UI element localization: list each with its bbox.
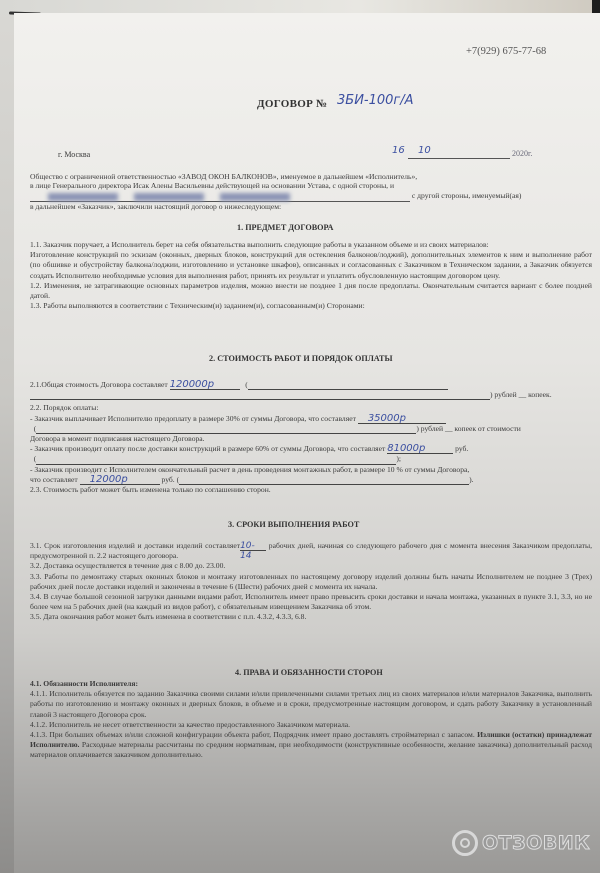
prepay-line-3: Договора в момент подписания настоящего Договора. xyxy=(30,434,205,444)
clause-3-1-a: 3.1. Срок изготовления изделий и доставки изделий составляет xyxy=(30,541,241,550)
otzovik-power-icon xyxy=(452,830,478,856)
clause-2-1: 2.1.Общая стоимость Договора составляет 120000р ( xyxy=(30,380,592,390)
otzovik-watermark xyxy=(452,830,590,856)
clause-3-3: 3.3. Работы по демонтажу старых оконных блоков и монтажу изготовленных по настоящему договору изделий должны быть начаты Исполнителем не позднее 3 (Трех) рабочих дней после доставки изделий и закончены в течение 6 (Шести) рабочих дней с момента их начала. xyxy=(30,571,592,591)
clause-3-1 xyxy=(30,541,592,561)
days-field xyxy=(240,541,266,562)
rub-kop: ) рублей __ копеек. xyxy=(490,390,552,400)
redacted-name xyxy=(220,193,290,201)
section-2-heading: 2. СТОИМОСТЬ РАБОТ И ПОРЯДОК ОПЛАТЫ xyxy=(209,354,393,363)
section-1 xyxy=(30,240,592,311)
clause-4-1-3-bold: Излишки (остатки) принадлежат Исполнителю. xyxy=(30,730,593,750)
section-3 xyxy=(30,541,592,623)
date-underline xyxy=(408,158,510,159)
final-words-field xyxy=(179,475,469,485)
final-rub: руб. ( xyxy=(161,474,180,484)
total-field xyxy=(170,380,240,390)
section-4 xyxy=(30,679,592,761)
preamble xyxy=(30,172,592,213)
section-3-heading: 3. СРОКИ ВЫПОЛНЕНИЯ РАБОТ xyxy=(228,520,360,529)
date-year: 2020г. xyxy=(512,149,533,158)
clause-1-3: 1.3. Работы выполняются в соответствии с Техническим(и) заданием(и), согласованным(и) Сторонами: xyxy=(30,301,365,311)
prepay-words-field xyxy=(36,424,416,434)
section-2 xyxy=(30,380,592,495)
clause-4-1-2: 4.1.2. Исполнитель не несет ответственности за качество предоставленного Заказчиком материала. xyxy=(30,719,351,729)
watermark-text: ОТЗОВИК xyxy=(482,832,591,854)
redacted-name xyxy=(134,193,204,201)
clause-1-1-body: Изготовление конструкций по эскизам (оконных, дверных блоков, конструкций для остекления балконов/лоджий), дополнительных элементов к ним и выполнение работ (по обшивке и обустройству балкона/лоджии, изготовлению и установке шкафов), описанных и согласованных с Заказчиком в Техническом задании, а Заказчик обязуется создать Исполнителю необходимые условия для выполнения работ, принять их результат и уплатить обусловленную настоящим договором цену. xyxy=(30,250,592,280)
final-handwritten: 12000р xyxy=(89,474,128,486)
clause-4-1-3 xyxy=(30,730,592,761)
final-prefix: что составляет xyxy=(30,474,78,484)
clause-3-1-b: рабочих дней, начиная со следующего рабочего дня с момента внесения Заказчиком предоплаты, предусмотренной п. 2.2 настоящего договора. xyxy=(30,541,592,561)
prepay-tail: ) рублей __ копеек от стоимости xyxy=(416,423,521,433)
document-title: ДОГОВОР № xyxy=(257,98,328,110)
delivery-line xyxy=(30,444,592,454)
prepay-handwritten: 35000р xyxy=(367,412,406,424)
redacted-name xyxy=(48,193,118,201)
preamble-line-1: Общество с ограниченной ответственностью «ЗАВОД ОКОН БАЛКОНОВ», именуемое в дальнейшем «Исполнитель», xyxy=(30,172,418,181)
delivery-handwritten: 81000р xyxy=(387,443,426,455)
delivery-line-2: ( ); xyxy=(30,454,401,464)
clause-1-2: 1.2. Изменения, не затрагивающие основных параметров изделия, можно внести не позднее 1 дня после предоплаты. Окончательным считается вариант с более поздней датой. xyxy=(30,280,592,301)
clause-3-4: 3.4. В случае большой сезонной загрузки данными видами работ, Исполнитель имеет право превысить сроки доставки и начала монтажа, указанных в пункте 3.1, 3.3, но не более чем на 5 рабочих дней (на каждый из видов работ), с обязательным извещением Заказчика об этом. xyxy=(30,592,592,612)
final-line-2: что составляет 12000р руб. ( ). xyxy=(30,474,474,486)
delivery-words-field xyxy=(36,455,396,465)
delivery-field xyxy=(387,444,453,454)
clause-4-1-1: 4.1.1. Исполнитель обязуется по заданию Заказчика своими силами и/или привлеченными силами третьих лиц из своих материалов и/или материалов Заказчика, выполнить работы по изготовлению и монтажу оконных и дверных блоков, в объеме и в сроки, предусмотренные настоящим договором, и сдать работу Заказчику в установленный главой 3 настоящего Договора срок. xyxy=(30,689,592,719)
date-month-handwritten: 10 xyxy=(418,145,431,156)
preamble-line-4: в дальнейшем «Заказчик», заключили настоящий договор о нижеследующем: xyxy=(30,202,282,212)
contract-number-handwritten: 3БИ-100г/А xyxy=(337,93,414,108)
clause-3-2: 3.2. Доставка осуществляется в течение дня с 8.00 до. 23.00. xyxy=(30,561,226,571)
city: г. Москва xyxy=(58,150,91,159)
clause-4-1-3-b: Расходные материалы рассчитаны по средним нормативам, при необходимости (конструктивные особенности, желание заказчика) дополнительный расход материалов оплачивается заказчиком дополнительно. xyxy=(30,740,592,760)
date-day-handwritten: 16 xyxy=(392,145,405,156)
section-1-heading: 1. ПРЕДМЕТ ДОГОВОРА xyxy=(237,223,334,232)
section-4-heading: 4. ПРАВА И ОБЯЗАННОСТИ СТОРОН xyxy=(235,668,383,677)
prepay-line-2: ( ) рублей __ копеек от стоимости xyxy=(30,423,521,433)
final-line: - Заказчик производит с Исполнителем окончательный расчет в день проведения монтажных работ, в размере 10 % от суммы Договора, xyxy=(30,464,470,474)
phone-number: +7(929) 675-77-68 xyxy=(466,46,547,57)
total-handwritten: 120000р xyxy=(169,379,215,391)
preamble-line-2: в лице Генерального директора Исак Алены Васильевны действующей на основании Устава, с одной стороны, и xyxy=(30,181,395,191)
final-field xyxy=(80,475,160,485)
clause-4-1-heading: 4.1. Обязанности Исполнителя: xyxy=(30,679,139,688)
clause-2-1-label: 2.1.Общая стоимость Договора составляет xyxy=(30,380,168,389)
underlying-sheet-edge xyxy=(0,0,600,14)
total-words-field-2 xyxy=(30,390,490,400)
clause-3-5: 3.5. Дата окончания работ может быть изменена в соответствии с п.п. 4.3.2, 4.3.3, 6.8. xyxy=(30,612,307,622)
prepay-line xyxy=(30,414,592,424)
rub-label: руб. xyxy=(455,444,469,454)
delivery-text: - Заказчик производит оплату после доставки конструкций в размере 60% от суммы Договора, что составляет xyxy=(30,444,386,454)
contract-page xyxy=(14,13,600,873)
clause-2-2-label: 2.2. Порядок оплаты: xyxy=(30,403,99,413)
prepay-text: - Заказчик выплачивает Исполнителю предоплату в размере 30% от суммы Договора, что составляет xyxy=(30,413,356,423)
clause-4-1-3-a: 4.1.3. При больших объемах и/или сложной конфигурации объекта работ, Подрядчик имеет право доставлять стройматериал с запасом. xyxy=(30,730,475,740)
clause-2-1-line-2 xyxy=(30,390,592,400)
prepay-field xyxy=(358,414,446,424)
days-handwritten: 10-14 xyxy=(240,541,255,562)
clause-1-1: 1.1. Заказчик поручает, а Исполнитель берет на себя обязательства выполнить следующие работы в указанном объеме и из своих материалов: xyxy=(30,240,489,249)
preamble-line-3 xyxy=(30,191,410,202)
preamble-line-3-suffix: с другой стороны, именуемый(ая) xyxy=(411,191,522,201)
clause-2-3: 2.3. Стоимость работ может быть изменена только по соглашению сторон. xyxy=(30,485,271,495)
total-words-field xyxy=(248,380,448,390)
